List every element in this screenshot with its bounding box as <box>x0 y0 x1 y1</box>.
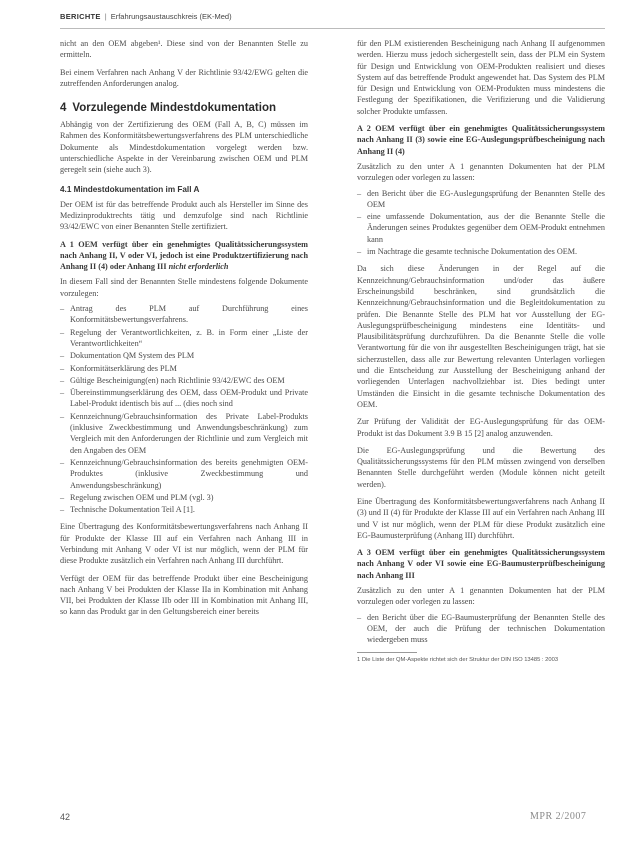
list-item: – Antrag des PLM auf Durchführung eines Konformitätsbewertungsverfahrens. <box>60 303 308 326</box>
list-item: – Übereinstimmungserklärung des OEM, dass OEM-Produkt und Private Label-Produkt identisch bis auf ... (dies noch sind <box>60 387 308 410</box>
section-number: 4 <box>60 102 67 115</box>
header-section: BERICHTE <box>60 12 101 21</box>
paragraph: Eine Übertragung des Konformitätsbewertungsverfahrens nach Anhang II (3) und II (4) für Produkte der Klasse III auf ein Verfahren nach Anhang III und V ist nur möglich, wenn der PLM für diese Produkt zusätzlich eine EG-Baumusterprüfung (Anhang III) durchführt. <box>357 496 605 540</box>
paragraph: für den PLM existierenden Bescheinigung nach Anhang II aufgenommen werden. Hierzu muss jedoch sichergestellt sein, dass der PLM ein System für Design und Entwicklung von OEM-Produkten realisiert und dieses System auf das betreffende Produkt angewendet hat. Das System des PLM für Design und Entwicklung von OEM-Produkten muss mindestens die Festlegung der Spezifikationen, die Verifizierung und die Validierung solcher Produkte umfassen. <box>357 39 605 116</box>
page-number: 42 <box>60 812 71 822</box>
case-emphasis: nicht erforderlich <box>168 262 229 272</box>
list-item: – Regelung der Verantwortlichkeiten, z. B. in Form einer „Liste der Verantwortlichkeiten“ <box>60 327 308 350</box>
paragraph: Abhängig von der Zertifizierung des OEM (Fall A, B, C) müssen im Rahmen des Konformitätsbewertungsverfahrens des PLM unterschiedliche Dokumente als Mindestdokumentation vorgelegt werden bzw. unterschiedliche Aspekte in der Vereinbarung zwischen OEM und PLM geregelt sein (siehe auch 3). <box>60 120 308 175</box>
header-rule <box>60 28 605 29</box>
section-heading <box>60 101 308 115</box>
paragraph: Verfügt der OEM für das betreffende Produkt über eine Bescheinigung nach Anhang V bei Produkten der Klasse IIa in Kombination mit Anhang VII, bei Produkten der Klasse IIb oder III in Kombination mit Anhang III, so kann das Produkt gar in den Geltungsbereich einer bereits <box>60 573 308 617</box>
case-heading-a3 <box>357 547 605 581</box>
paragraph: Zusätzlich zu den unter A 1 genannten Dokumenten hat der PLM vorzulegen oder vorlegen zu lassen: <box>357 161 605 183</box>
list-item: – den Bericht über die EG-Baumusterprüfung der Benannten Stelle des OEM, der auch die Prüfung der technischen Dokumentation wiedergeben muss <box>357 612 605 646</box>
document-list <box>60 303 308 515</box>
header-separator: | <box>104 12 107 21</box>
left-column <box>60 38 308 624</box>
list-item: – eine umfassende Dokumentation, aus der die Benannte Stelle die Änderungen seines Produktes gegenüber dem OEM-Produkt entnehmen kann <box>357 211 605 245</box>
header-title: Erfahrungsaustauschkreis (EK-Med) <box>110 12 232 21</box>
list-item: – Gültige Bescheinigung(en) nach Richtlinie 93/42/EWC des OEM <box>60 375 308 386</box>
list-item: – im Nachtrage die gesamte technische Dokumentation des OEM. <box>357 246 605 257</box>
journal-issue: MPR 2/2007 <box>530 811 587 822</box>
document-list <box>357 188 605 258</box>
footnote-rule <box>357 652 417 653</box>
case-lead: A 1 OEM verfügt über ein genehmigtes Qualitätssicherungssystem nach Anhang II, V oder VI, jedoch ist eine Produktzertifizierung nach Anhang II (4) oder Anhang III <box>60 239 308 272</box>
right-column <box>357 38 605 664</box>
case-lead: A 3 OEM verfügt über ein genehmigtes Qualitätssicherungssystem nach Anhang V oder VI sowie eine EG-Baumusterprüfbescheinigung nach Anhang III <box>357 548 605 580</box>
paragraph: Zur Prüfung der Validität der EG-Auslegungsprüfung für das OEM-Produkt ist das Dokument 3.9 B 15 [2] analog anzuwenden. <box>357 417 605 438</box>
paragraph: nicht an den OEM abgeben¹. Diese sind von der Benannten Stelle zu ermitteln. <box>60 39 308 60</box>
paragraph: Bei einem Verfahren nach Anhang V der Richtlinie 93/42/EWG gelten die zutreffenden Anforderungen analog. <box>60 67 308 88</box>
section-title: Vorzulegende Mindestdokumentation <box>72 102 277 115</box>
subsection-heading: 4.1 Mindestdokumentation im Fall A <box>60 184 200 194</box>
list-item: – Technische Dokumentation Teil A [1]. <box>60 504 308 515</box>
paragraph: Eine Übertragung des Konformitätsbewertungsverfahrens nach Anhang II für Produkte der Klasse III auf ein Verfahren nach Anhang III in Verbindung mit Anhang V oder VI ist nur möglich, wenn der PLM für diese Produkte zusätzlich ein Verfahren nach Anhang III durchführt. <box>60 522 308 566</box>
paragraph: Der OEM ist für das betreffende Produkt auch als Hersteller im Sinne des Medizinproduktrechts tätig und demzufolge sind nach Richtlinie 93/42/EWC von einer Benannten Stelle zertifiziert. <box>60 199 308 232</box>
list-item: – Regelung zwischen OEM und PLM (vgl. 3) <box>60 492 308 503</box>
list-item: – Dokumentation QM System des PLM <box>60 350 308 361</box>
paragraph: Da sich diese Änderungen in der Regel auf die Kennzeichnung/Gebrauchsinformation und/oder das äußere Erscheinungsbild beschränken, sind grundsätzlich die Kennzeichnung/Gebrauchsinformation und die Begleitdokumentation zu prüfen. Die Benannte Stelle des PLM hat vor Ausstellung der EG-Auslegungsprüfbescheinigung mindestens eine Identitäts- und Plausibilitätsprüfung durchzuführen. Da die Benannte Stelle die volle Verantwortung für die von ihr ausgestellten Bescheinigungen trägt, hat sie sicherzustellen, dass alle zur Bewertung relevanten Unterlagen vorliegen und die Entscheidung zur Ausstellung der Bescheinigung anhand der vorliegenden Unterlagen nachvollziehbar ist. Dies bedingt unter Umständen die Einsicht in die gesamte technische Dokumentation des OEM. <box>357 264 605 409</box>
list-item: – Kennzeichnung/Gebrauchsinformation des Private Label-Produkts (inklusive Zweckbestimmung und Anwendungsbeschränkung) zum Vergleich mit den Anforderungen der Richtlinie und zum Vergleich mit den Angaben des OEM <box>60 411 308 456</box>
case-heading-a1 <box>60 239 308 273</box>
paragraph: Zusätzlich zu den unter A 1 genannten Dokumenten hat der PLM vorzulegen oder vorlegen zu lassen: <box>357 586 605 607</box>
list-item: – Konformitätserklärung des PLM <box>60 363 308 374</box>
running-header <box>60 12 232 21</box>
paragraph: In diesem Fall sind der Benannten Stelle mindestens folgende Dokumente vorzulegen: <box>60 277 308 298</box>
paragraph: Die EG-Auslegungsprüfung und die Bewertung des Qualitätssicherungssystems für den PLM müssen zwingend von derselben Benannten Stelle durchgeführt werden (Module können nicht geteilt werden). <box>357 445 605 489</box>
case-heading-a2 <box>357 123 605 157</box>
case-lead: A 2 OEM verfügt über ein genehmigtes Qualitätssicherungssystem nach Anhang II (3) sowie eine EG-Auslegungsprüfbescheinigung nach Anhang II (4) <box>357 124 605 156</box>
document-list <box>357 612 605 646</box>
list-item: – den Bericht über die EG-Auslegungsprüfung der Benannten Stelle des OEM <box>357 188 605 211</box>
footnote: 1 Die Liste der QM-Aspekte richtet sich der Struktur der DIN ISO 13485 : 2003 <box>357 656 559 663</box>
list-item: – Kennzeichnung/Gebrauchsinformation des bereits genehmigten OEM-Produktes (inklusive Zweckbestimmung und Anwendungsbeschränkung) <box>60 457 308 491</box>
